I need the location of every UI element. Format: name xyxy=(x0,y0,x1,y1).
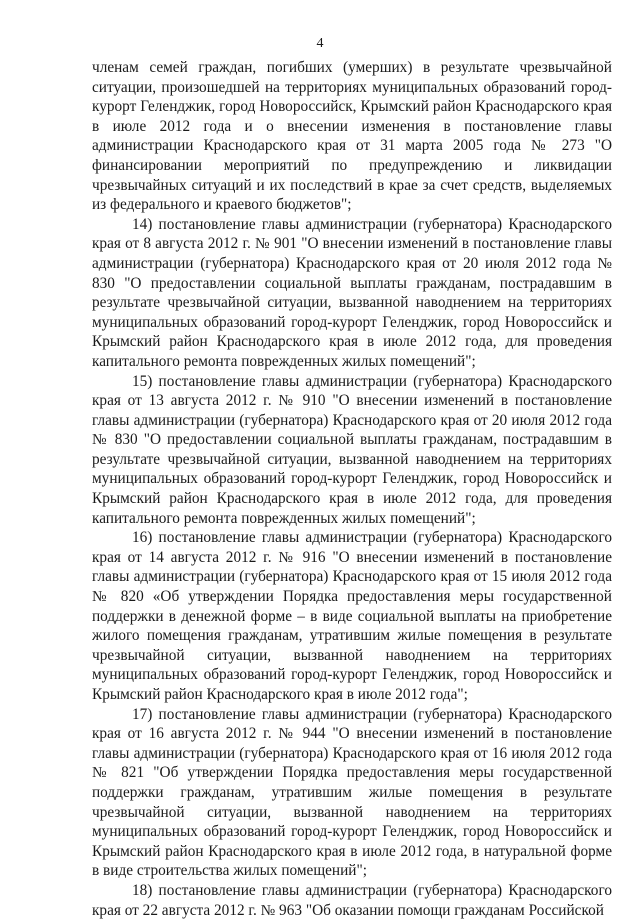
paragraph-item-15: 15) постановление главы администрации (губернатора) Краснодарского края от 13 августа 2012 г. № 910 "О внесении изменений в постановление главы администрации (губернатора) Краснодарского края от 20 июля 2012 года № 830 "О предоставлении социальной выплаты гражданам, пострадавшим в результате чрезвычайной ситуации, вызванной наводнением на территориях муниципальных образований город-курорт Геленджик, город Новороссийск и Крымский район Краснодарского края в июле 2012 года, для проведения капитального ремонта поврежденных жилых помещений"; xyxy=(92,372,612,527)
paragraph-item-18: 18) постановление главы администрации (губернатора) Краснодарского края от 22 августа 2012 г. № 963 "Об оказании помощи гражданам Российской xyxy=(92,881,612,919)
paragraph-item-14: 14) постановление главы администрации (губернатора) Краснодарского края от 8 августа 2012 г. № 901 "О внесении изменений в постановление главы администрации (губернатора) Краснодарского края от 20 июля 2012 года № 830 "О предоставлении социальной выплаты гражданам, пострадавшим в результате чрезвычайной ситуации, вызванной наводнением на территориях муниципальных образований город-курорт Геленджик, город Новороссийск и Крымский район Краснодарского края в июле 2012 года, для проведения капитального ремонта поврежденных жилых помещений"; xyxy=(92,215,612,370)
document-body xyxy=(92,58,612,920)
page-number: 4 xyxy=(316,36,324,51)
paragraph-item-17: 17) постановление главы администрации (губернатора) Краснодарского края от 16 августа 2012 г. № 944 "О внесении изменений в постановление главы администрации (губернатора) Краснодарского края от 16 июля 2012 года № 821 "Об утверждении Порядка предоставления меры государственной поддержки гражданам, утратившим жилые помещения в результате чрезвычайной ситуации, вызванной наводнением на территориях муниципальных образований город-курорт Геленджик, город Новороссийск и Крымский район Краснодарского края в июле 2012 года, в натуральной форме в виде строительства жилых помещений"; xyxy=(92,705,612,880)
paragraph-continuation: членам семей граждан, погибших (умерших) в результате чрезвычайной ситуации, произошедшей на территориях муниципальных образований город-курорт Геленджик, город Новороссийск, Крымский район Краснодарского края в июле 2012 года и о внесении изменения в постановление главы администрации Краснодарского края от 31 марта 2005 года № 273 "О финансировании мероприятий по предупреждению и ликвидации чрезвычайных ситуаций и их последствий в крае за счет средств, выделяемых из федерального и краевого бюджетов"; xyxy=(92,59,612,214)
paragraph-item-16: 16) постановление главы администрации (губернатора) Краснодарского края от 14 августа 2012 г. № 916 "О внесении изменений в постановление главы администрации (губернатора) Краснодарского края от 15 июля 2012 года № 820 «Об утверждении Порядка предоставления меры государственной поддержки в денежной форме – в виде социальной выплаты на приобретение жилого помещения гражданам, утратившим жилые помещения в результате чрезвычайной ситуации, вызванной наводнением на территориях муниципальных образований город-курорт Геленджик, город Новороссийск и Крымский район Краснодарского края в июле 2012 года"; xyxy=(92,529,612,703)
